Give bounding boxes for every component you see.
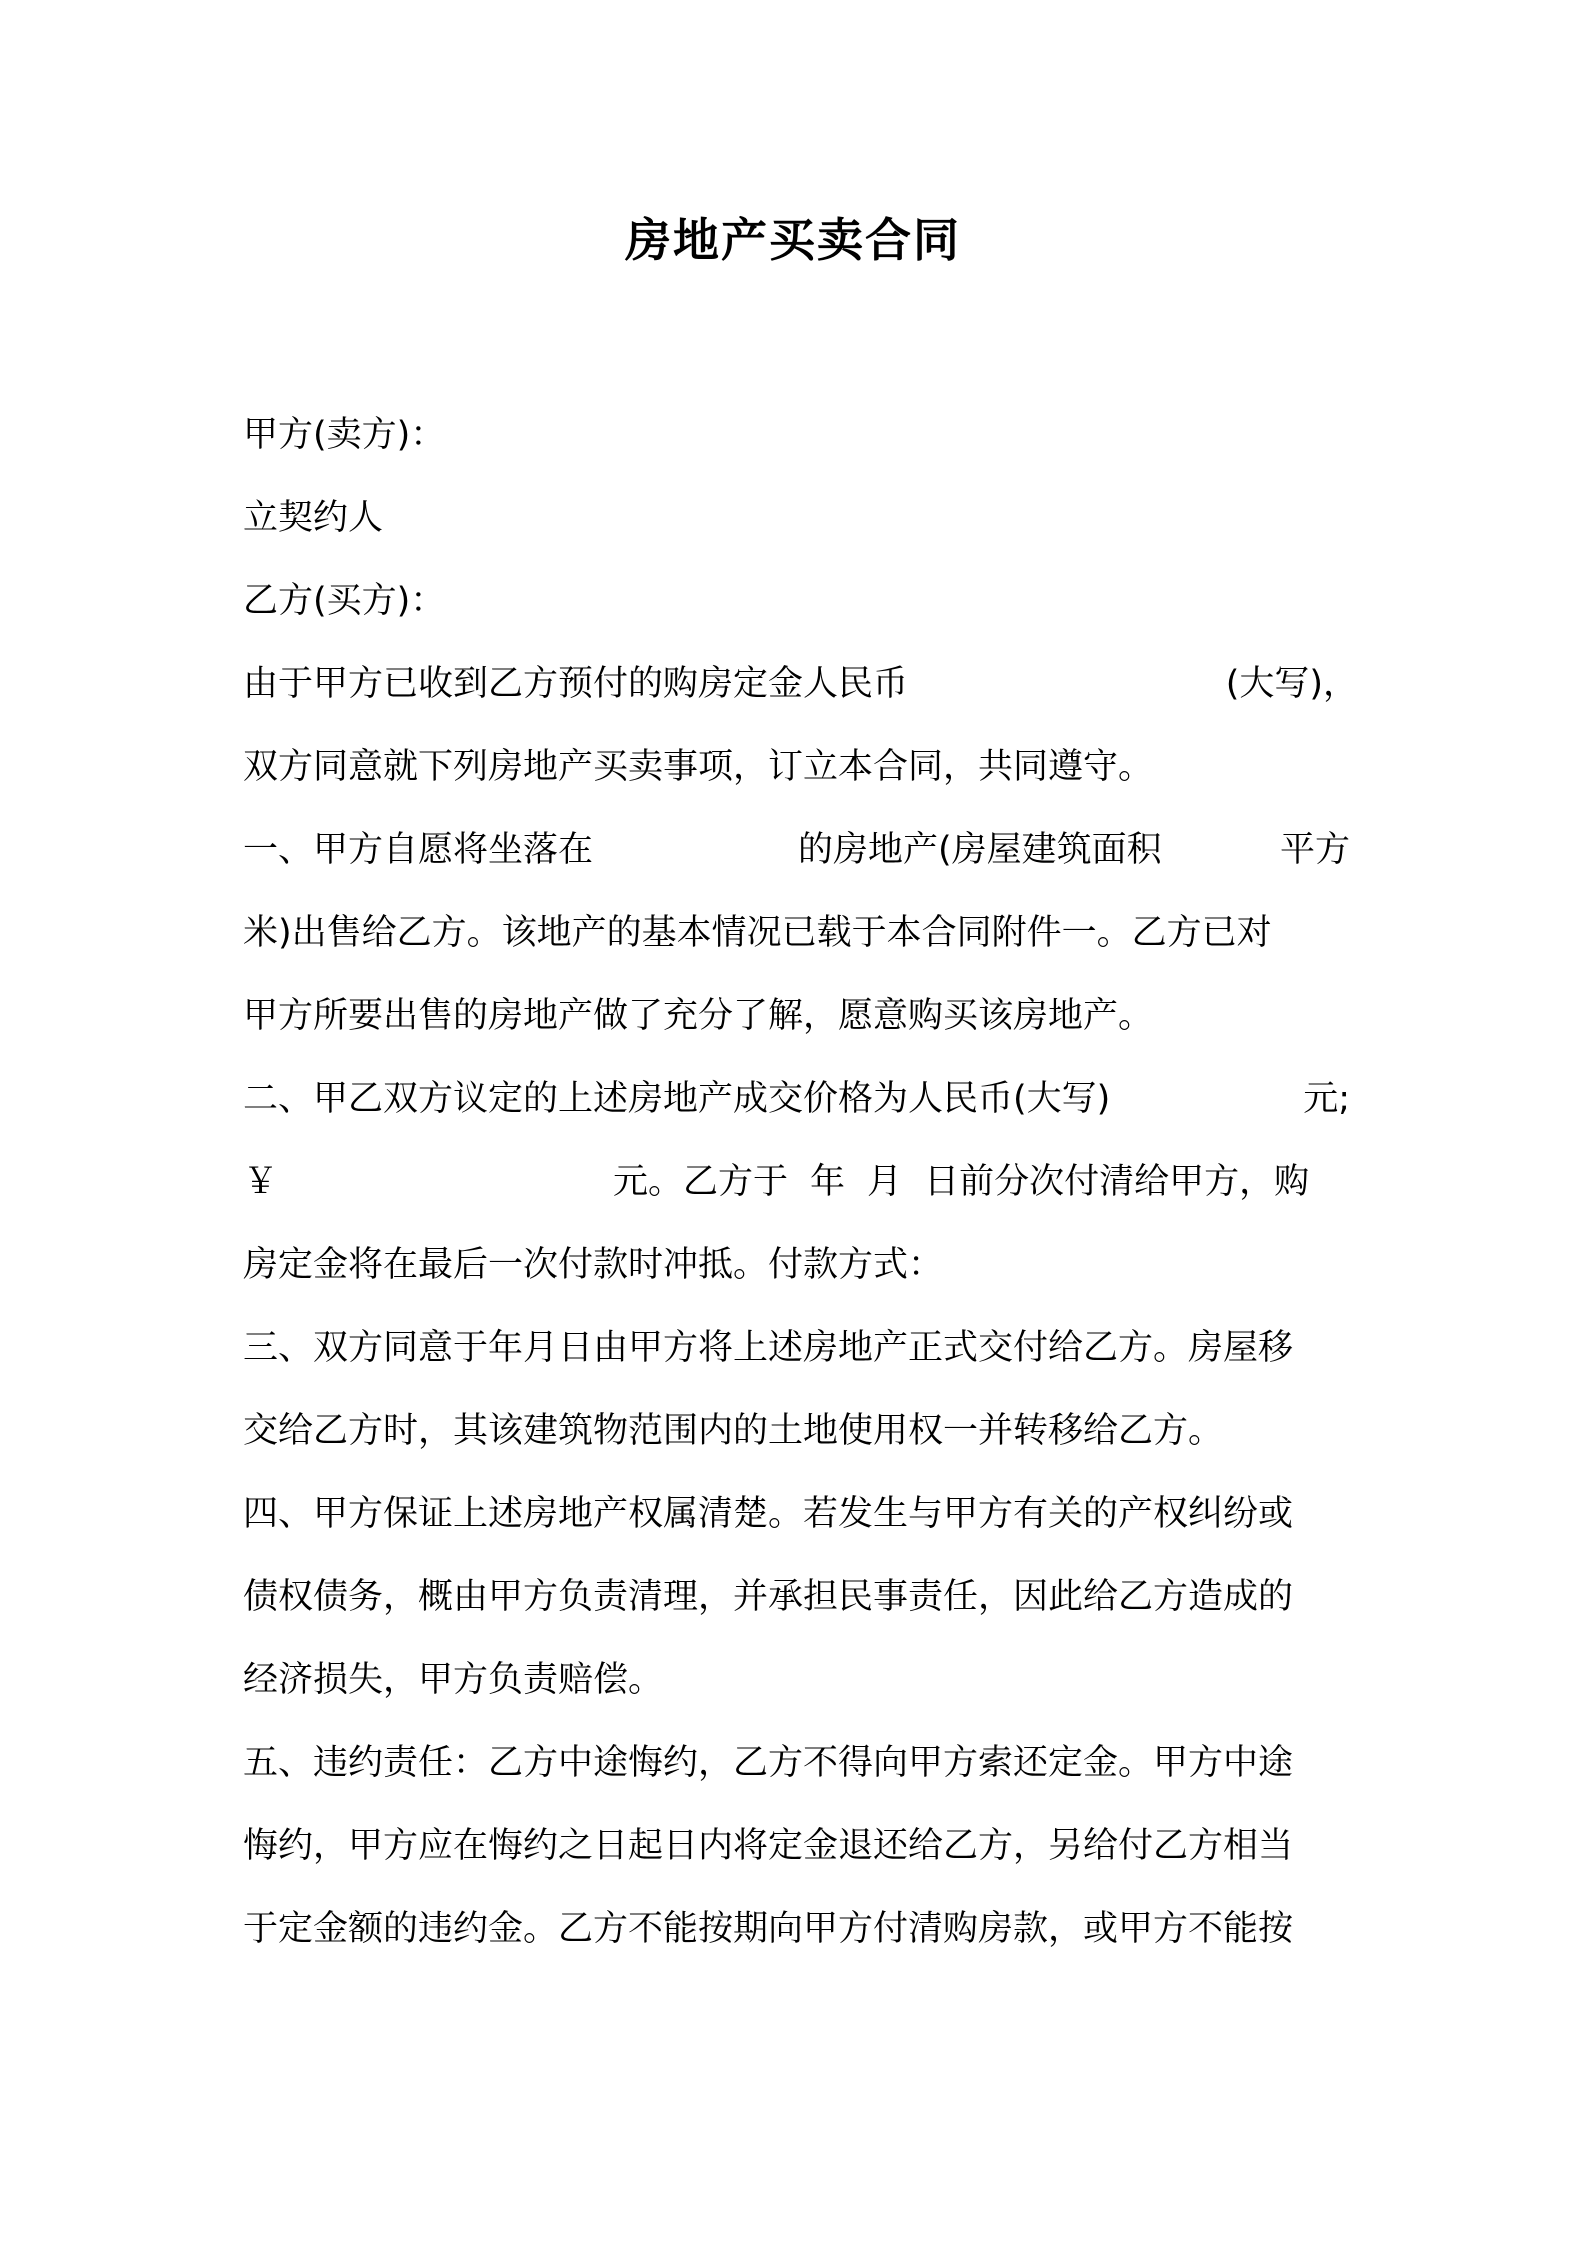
clause-2-year: 年	[810, 1162, 846, 1202]
clause-4-line-2: 债权债务，概由甲方负责清理，并承担民事责任，因此给乙方造成的	[243, 1577, 1294, 1617]
clause-4-line-1: 四、甲方保证上述房地产权属清楚。若发生与甲方有关的产权纠纷或	[243, 1494, 1294, 1534]
yen-symbol: ￥	[243, 1162, 279, 1202]
clause-2-line-1-right: 元;	[1303, 1079, 1350, 1119]
intro-line-1-left: 由于甲方已收到乙方预付的购房定金人民币	[243, 664, 909, 704]
clause-2-line-3: 房定金将在最后一次付款时冲抵。付款方式：	[243, 1245, 944, 1285]
clause-2-line-2-b: 日前分次付清给甲方，购	[924, 1162, 1310, 1202]
party-a-label: 甲方(卖方)：	[243, 415, 446, 455]
clause-2-line-2-a: 元。乙方于	[613, 1162, 789, 1202]
clause-2-line-1-left: 二、甲乙双方议定的上述房地产成交价格为人民币(大写)	[243, 1079, 1111, 1119]
clause-1-line-1-b: 的房地产(房屋建筑面积	[798, 830, 1162, 870]
clause-4-line-3: 经济损失，甲方负责赔偿。	[243, 1660, 664, 1700]
clause-1-line-1-a: 一、甲方自愿将坐落在	[243, 830, 594, 870]
intro-line-1	[243, 659, 1358, 709]
clause-2-month: 月	[867, 1162, 903, 1202]
clause-1-line-3: 甲方所要出售的房地产做了充分了解，愿意购买该房地产。	[243, 996, 1154, 1036]
intro-line-2: 双方同意就下列房地产买卖事项，订立本合同，共同遵守。	[243, 747, 1154, 787]
clause-1-line-2: 米)出售给乙方。该地产的基本情况已载于本合同附件一。乙方已对	[243, 913, 1272, 953]
document-title: 房地产买卖合同	[625, 213, 961, 267]
clause-1-line-1	[243, 825, 1358, 875]
party-b-label: 乙方(买方)：	[243, 581, 446, 621]
contract-maker-label: 立契约人	[243, 498, 384, 538]
clause-5-line-2: 悔约，甲方应在悔约之日起日内将定金退还给乙方，另给付乙方相当	[243, 1826, 1294, 1866]
clause-5-line-3: 于定金额的违约金。乙方不能按期向甲方付清购房款，或甲方不能按	[243, 1909, 1294, 1949]
intro-line-1-right: (大写)，	[1225, 664, 1358, 704]
clause-3-line-1: 三、双方同意于年月日由甲方将上述房地产正式交付给乙方。房屋移	[243, 1328, 1294, 1368]
clause-3-line-2: 交给乙方时，其该建筑物范围内的土地使用权一并转移给乙方。	[243, 1411, 1224, 1451]
clause-1-line-1-c: 平方	[1279, 830, 1350, 870]
clause-2-line-1	[243, 1074, 1358, 1124]
clause-5-line-1: 五、违约责任：乙方中途悔约，乙方不得向甲方索还定金。甲方中途	[243, 1743, 1294, 1783]
clause-2-line-2	[243, 1157, 1358, 1207]
